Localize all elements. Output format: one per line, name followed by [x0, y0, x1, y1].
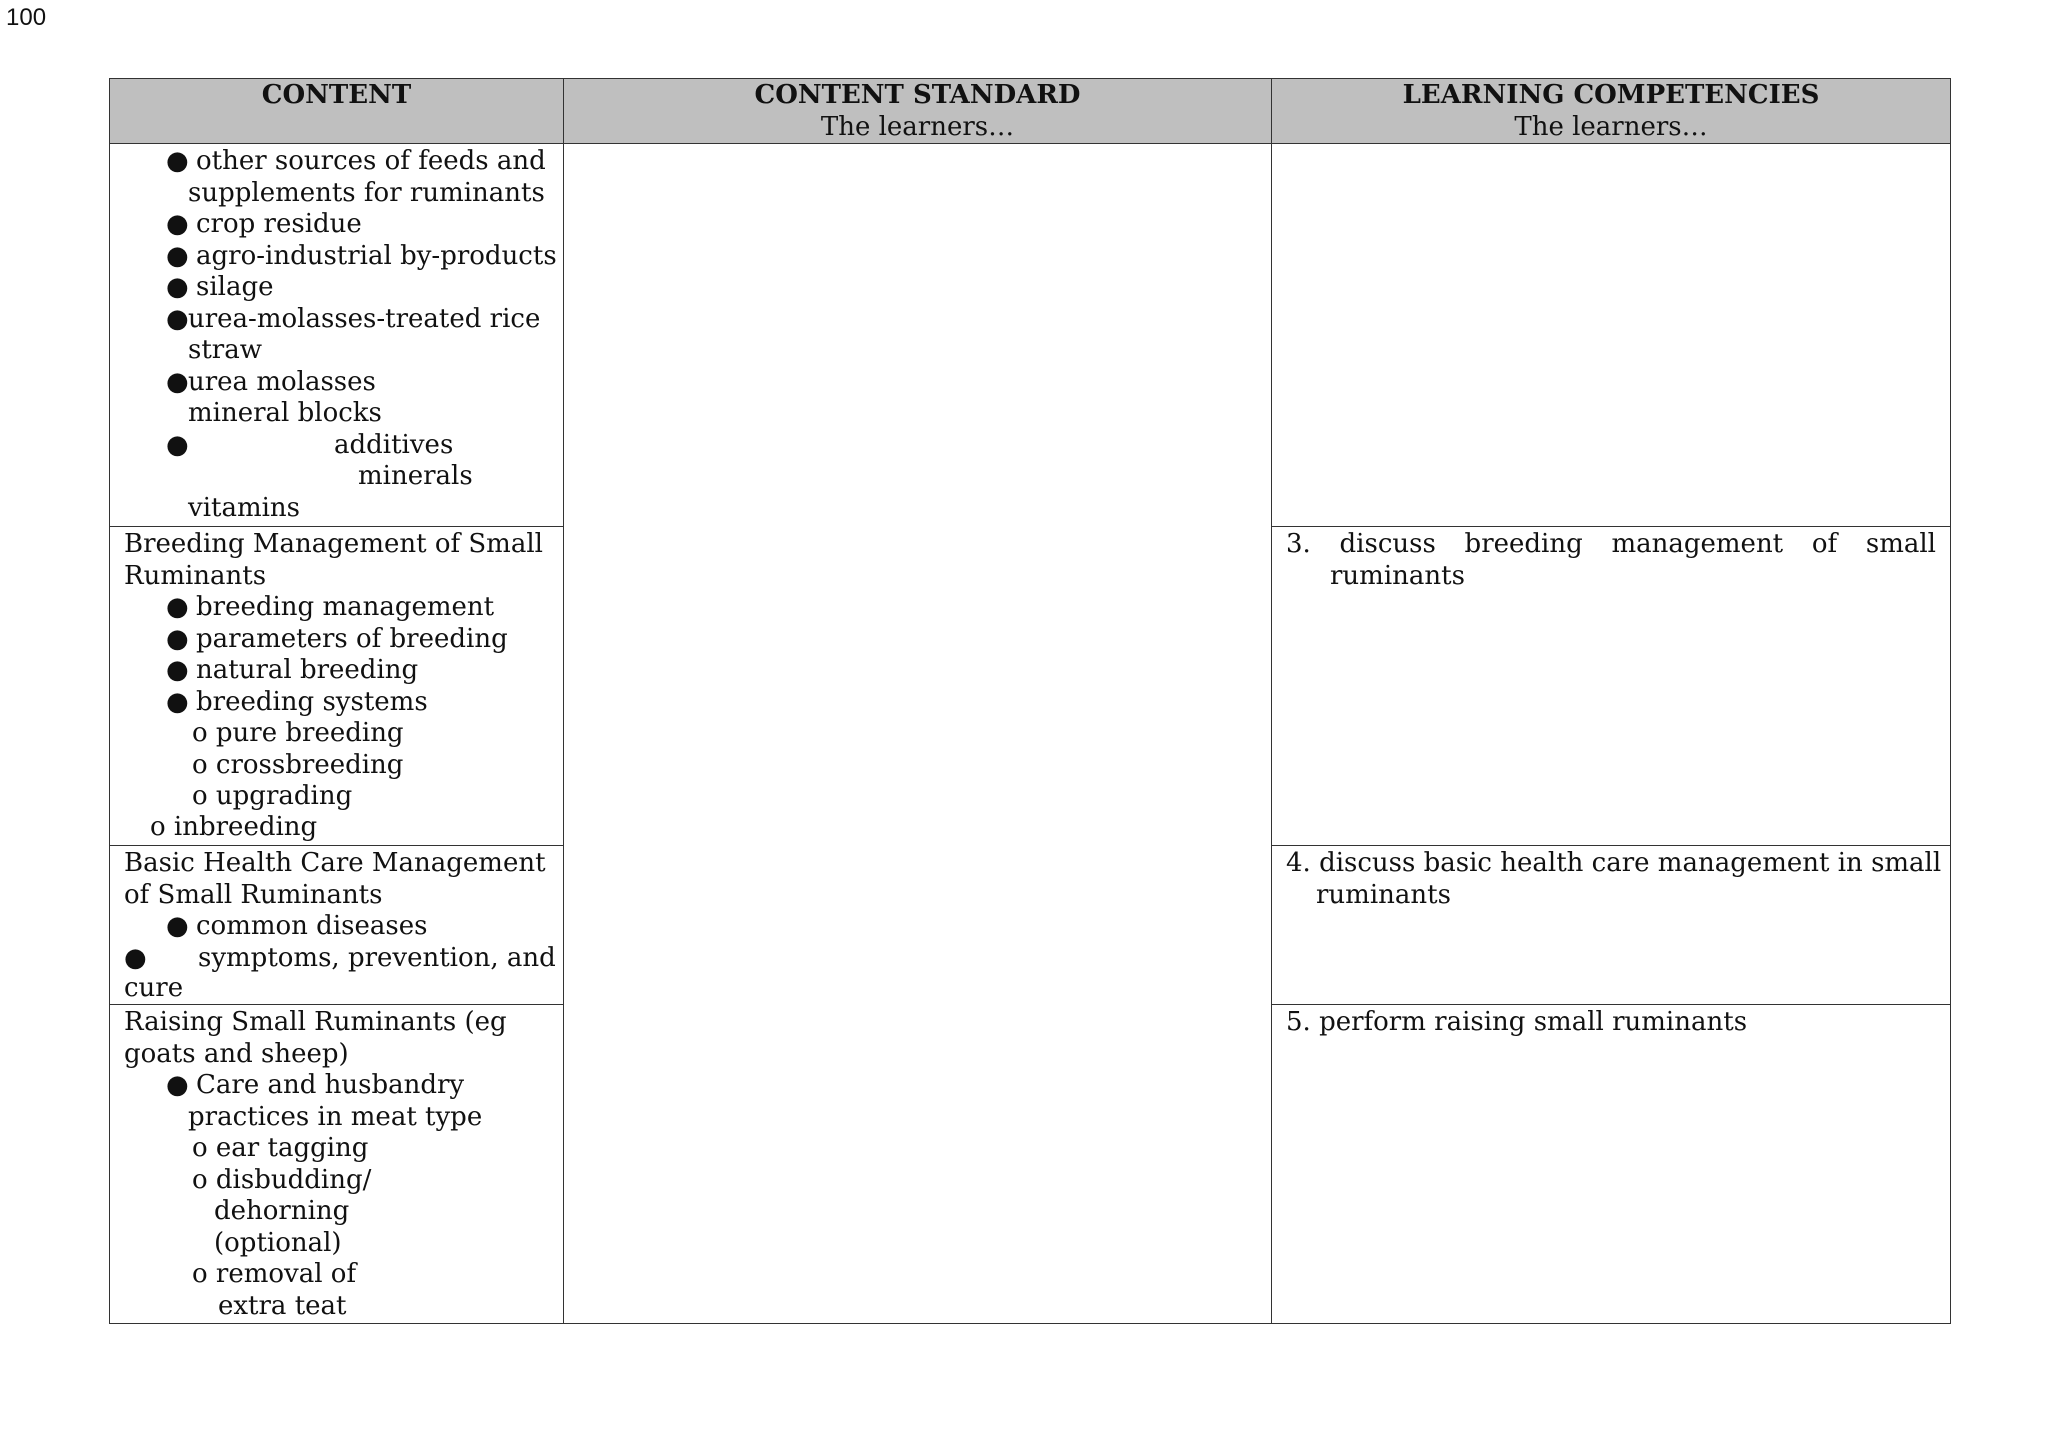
list-item: ● breeding management	[166, 592, 495, 622]
competency-text-continuation: ruminants	[1330, 560, 1465, 591]
competency-cell	[1272, 846, 1951, 1005]
header-content	[110, 79, 564, 144]
bullet-icon: ●	[166, 686, 189, 717]
content-cell	[110, 527, 564, 846]
topic-title: goats and sheep)	[124, 1038, 349, 1069]
competency-cell	[1272, 527, 1951, 846]
bullet-icon: ●	[166, 303, 189, 334]
topic-title: Ruminants	[124, 560, 267, 591]
topic-title: Raising Small Ruminants (eg	[124, 1007, 507, 1037]
list-item: ● symptoms, prevention, and	[124, 942, 556, 973]
list-item: ● parameters of breeding	[166, 623, 508, 654]
bullet-icon: ●	[166, 240, 189, 271]
list-item-continuation: supplements for ruminants	[188, 177, 545, 208]
list-item: ● Care and husbandry	[166, 1070, 465, 1100]
header-row	[110, 79, 1951, 144]
content-standard-cell	[564, 144, 1272, 1324]
header-learning-competencies	[1272, 79, 1951, 144]
list-item: ● silage	[166, 272, 274, 302]
competency-text: 3. discuss breeding management of small	[1286, 529, 1936, 559]
bullet-icon: ●	[124, 942, 147, 973]
competency-text-continuation: ruminants	[1316, 879, 1451, 910]
list-item: ● breeding systems	[166, 686, 428, 717]
header-competencies-title: LEARNING COMPETENCIES	[1402, 80, 1820, 110]
sub-list-item-continuation: dehorning	[214, 1196, 350, 1226]
list-item: ● agro-industrial by-products	[166, 240, 557, 271]
competency-text: 4. discuss basic health care management in small	[1286, 848, 1942, 878]
topic-title: of Small Ruminants	[124, 879, 383, 910]
sub-list-item-continuation: (optional)	[214, 1227, 342, 1258]
content-cell	[110, 144, 564, 527]
topic-title: Basic Health Care Management	[124, 848, 546, 878]
list-item-continuation: straw	[188, 335, 262, 365]
sub-list-item: o crossbreeding	[192, 749, 404, 780]
page-number: 100	[6, 4, 47, 31]
curriculum-table	[109, 78, 1951, 1324]
content-cell	[110, 1005, 564, 1324]
list-item: ● other sources of feeds and	[166, 146, 546, 176]
sub-list-item: o upgrading	[192, 781, 353, 811]
competency-text: 5. perform raising small ruminants	[1286, 1007, 1748, 1037]
sub-list-item: o ear tagging	[192, 1133, 369, 1163]
bullet-icon: ●	[166, 146, 189, 176]
table-row	[110, 144, 1951, 527]
header-content-title: CONTENT	[261, 80, 412, 110]
content-cell	[110, 846, 564, 1005]
list-item: ● additives	[166, 429, 454, 460]
bullet-icon: ●	[166, 592, 189, 622]
header-competencies-subtitle: The learners…	[1514, 111, 1708, 142]
bullet-icon: ●	[166, 272, 189, 302]
competency-cell	[1272, 144, 1951, 527]
topic-title: Breeding Management of Small	[124, 529, 543, 559]
list-item: ●urea-molasses-treated rice	[166, 303, 541, 334]
list-item-continuation: mineral blocks	[188, 398, 382, 428]
list-item-continuation: vitamins	[188, 492, 301, 523]
bullet-icon: ●	[166, 1070, 189, 1100]
list-item-continuation: cure	[124, 973, 184, 1003]
sub-list-item: o removal of	[192, 1259, 357, 1289]
list-item: ● natural breeding	[166, 655, 419, 685]
sub-list-item: o pure breeding	[192, 718, 404, 748]
bullet-icon: ●	[166, 911, 189, 941]
sub-list-item: o inbreeding	[150, 811, 318, 842]
bullet-icon: ●	[166, 655, 189, 685]
bullet-icon: ●	[166, 209, 189, 239]
bullet-icon: ●	[166, 429, 189, 460]
bullet-icon: ●	[166, 366, 189, 397]
list-item: ● common diseases	[166, 911, 428, 941]
competency-cell	[1272, 1005, 1951, 1324]
header-standard-title: CONTENT STANDARD	[754, 80, 1081, 110]
header-standard-subtitle: The learners…	[820, 111, 1015, 142]
sub-list-item-continuation: extra teat	[218, 1290, 347, 1321]
list-item-continuation: minerals	[358, 461, 473, 491]
header-content-standard	[564, 79, 1272, 144]
list-item: ● crop residue	[166, 209, 362, 239]
bullet-icon: ●	[166, 623, 189, 654]
sub-list-item: o disbudding/	[192, 1164, 372, 1195]
list-item: ●urea molasses	[166, 366, 376, 397]
list-item-continuation: practices in meat type	[188, 1101, 483, 1132]
